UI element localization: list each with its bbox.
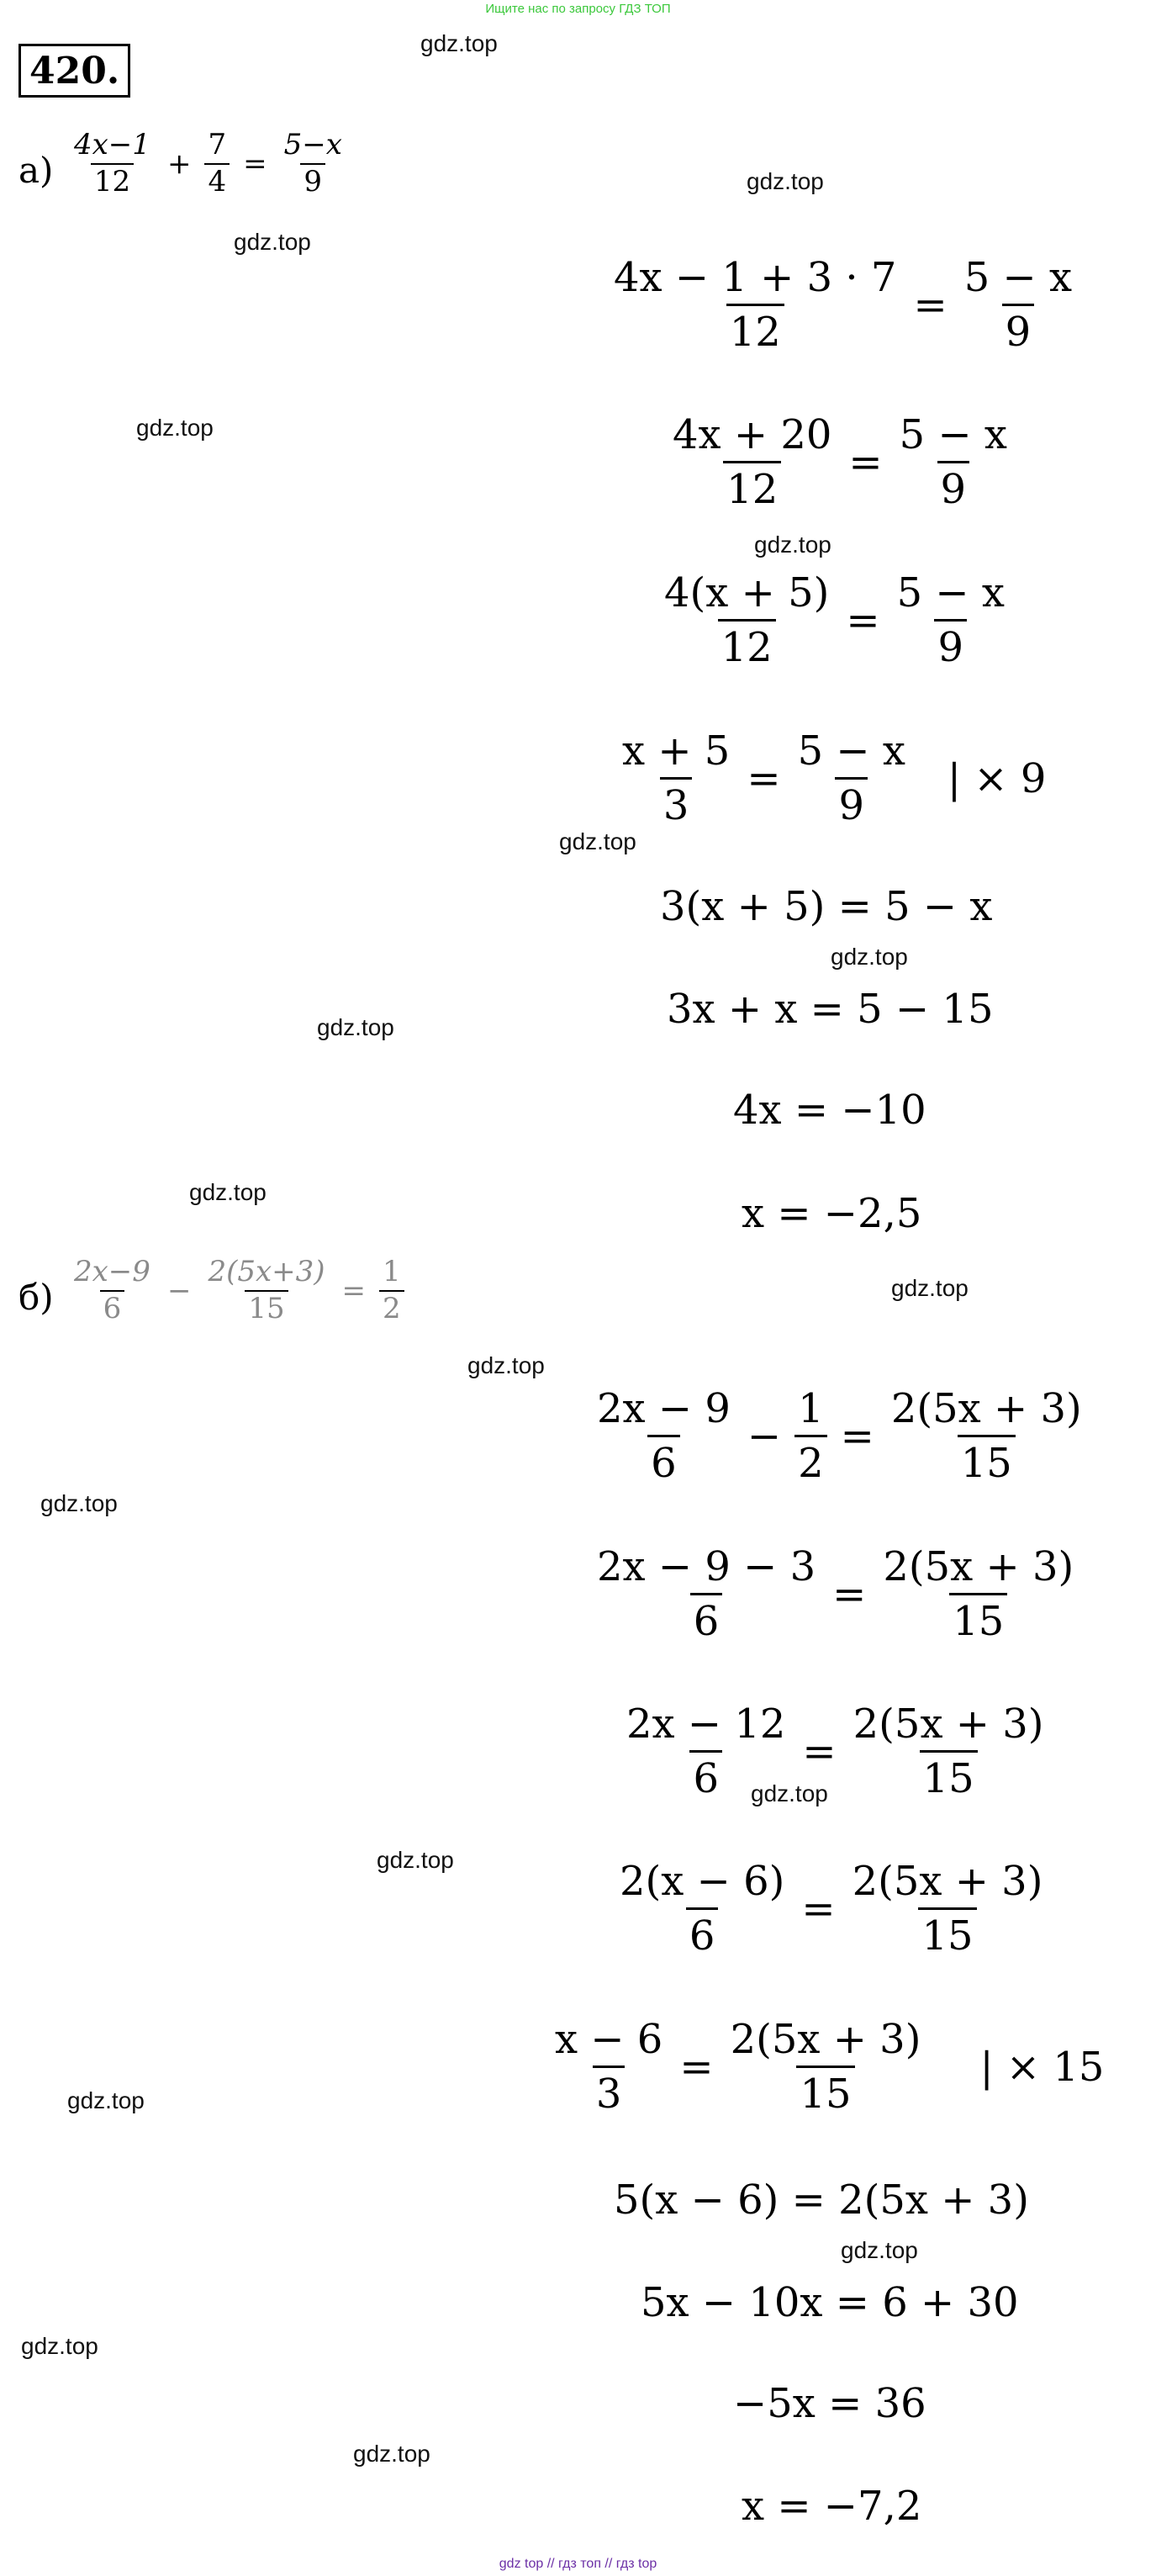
watermark: gdz.top (317, 1014, 394, 1040)
b-step5-num2: 2(5x + 3) (730, 2016, 921, 2063)
footer-watermark: gdz top // гдз топ // гдз top (499, 2557, 657, 2571)
b-step2-num1: 2x − 9 − 3 (597, 1543, 816, 1590)
a-step1-eq: = (913, 281, 947, 329)
a-step-3 (656, 569, 1013, 672)
a-step3-den1: 12 (718, 619, 776, 669)
watermark: gdz.top (754, 532, 831, 558)
a-step3-num1: 4(x + 5) (664, 569, 830, 616)
search-banner: Ищите нас по запросу ГДЗ ТОП (485, 2, 671, 16)
b-step5-num1: x − 6 (555, 2016, 663, 2063)
watermark: gdz.top (831, 944, 908, 970)
b-step1-den3: 15 (958, 1435, 1016, 1484)
a-problem-plus: + (166, 146, 192, 181)
b-step4-num1: 2(x − 6) (620, 1858, 785, 1905)
b-step3-num1: 2x − 12 (626, 1701, 786, 1748)
b-step2-den1: 6 (690, 1593, 723, 1642)
b-step3-den1: 6 (689, 1750, 722, 1800)
b-problem-num3: 1 (383, 1255, 401, 1288)
a-step1-den1: 12 (726, 304, 784, 353)
a-problem-den3: 9 (300, 163, 325, 198)
b-step-3 (618, 1703, 1053, 1801)
a-problem-equals: = (243, 146, 267, 181)
watermark: gdz.top (559, 828, 636, 854)
b-step-9: x = −7,2 (742, 2483, 922, 2530)
b-problem-num1: 2x−9 (74, 1255, 150, 1288)
part-b-problem (66, 1257, 409, 1324)
a-step-6: 3x + x = 5 − 15 (667, 986, 994, 1033)
b-step4-den2: 15 (918, 1907, 976, 1957)
a-problem-den1: 12 (91, 163, 134, 198)
watermark: gdz.top (67, 2087, 145, 2113)
b-step-2 (589, 1543, 1082, 1646)
b-step4-num2: 2(5x + 3) (852, 1858, 1043, 1905)
b-problem-den2: 15 (245, 1290, 288, 1325)
a-step3-den2: 9 (934, 619, 967, 669)
watermark: gdz.top (747, 168, 824, 194)
b-step5-den1: 3 (593, 2066, 626, 2115)
a-step4-num1: x + 5 (622, 727, 731, 775)
b-step1-num3: 2(5x + 3) (890, 1385, 1082, 1432)
b-step3-den2: 15 (920, 1750, 978, 1800)
b-step-5 (546, 2018, 1104, 2116)
b-problem-equals: = (341, 1273, 367, 1308)
a-problem-num1: 4x−1 (74, 128, 150, 161)
b-step5-eq: = (679, 2043, 714, 2091)
b-problem-num2: 2(5x+3) (208, 1255, 325, 1288)
b-problem-den3: 2 (379, 1290, 404, 1325)
watermark: gdz.top (353, 2441, 430, 2467)
b-step3-eq: = (802, 1727, 837, 1775)
a-step-8: x = −2,5 (742, 1190, 922, 1237)
a-step3-num2: 5 − x (896, 569, 1005, 616)
b-step2-eq: = (832, 1570, 867, 1618)
watermark: gdz.top (377, 1847, 454, 1873)
a-step4-den2: 9 (835, 777, 868, 827)
b-step2-num2: 2(5x + 3) (883, 1543, 1074, 1590)
b-step3-num2: 2(5x + 3) (852, 1701, 1044, 1748)
a-step4-num2: 5 − x (797, 727, 905, 775)
a-step-4 (614, 727, 1047, 830)
a-step2-num1: 4x + 20 (673, 411, 832, 458)
watermark: gdz.top (234, 229, 311, 255)
a-step4-eq: = (747, 754, 781, 802)
a-step3-eq: = (846, 596, 880, 644)
part-a-label: а) (18, 150, 54, 191)
a-step2-den1: 12 (723, 461, 781, 510)
part-b-label: б) (18, 1277, 54, 1318)
watermark: gdz.top (21, 2333, 98, 2359)
a-step4-multiplier: | × 9 (947, 754, 1047, 802)
a-step2-den2: 9 (937, 461, 970, 510)
b-problem-minus: − (166, 1273, 192, 1308)
a-problem-num3: 5−x (283, 128, 342, 161)
b-step1-num1: 2x − 9 (597, 1385, 731, 1432)
watermark: gdz.top (891, 1275, 969, 1301)
a-step4-den1: 3 (660, 777, 693, 827)
b-step1-minus: − (747, 1412, 782, 1460)
a-step1-num2: 5 − x (963, 254, 1073, 301)
watermark: gdz.top (751, 1780, 828, 1806)
b-step-8: −5x = 36 (733, 2380, 926, 2427)
b-step-7: 5x − 10x = 6 + 30 (641, 2279, 1019, 2326)
b-step1-eq: = (840, 1412, 874, 1460)
b-step-1 (589, 1385, 1090, 1488)
a-problem-den2: 4 (204, 163, 230, 198)
b-step5-multiplier: | × 15 (979, 2043, 1105, 2091)
watermark: gdz.top (841, 2237, 918, 2263)
watermark: gdz.top (420, 30, 498, 56)
a-step1-den2: 9 (1002, 304, 1035, 353)
b-step4-eq: = (801, 1885, 836, 1933)
a-step-7: 4x = −10 (733, 1087, 926, 1134)
b-step1-den2: 2 (794, 1435, 827, 1484)
problem-number: 420. (18, 44, 130, 98)
part-a-problem (66, 130, 351, 197)
b-step4-den1: 6 (686, 1907, 719, 1957)
a-step1-num1: 4x − 1 + 3 · 7 (614, 254, 897, 301)
a-step-2 (664, 411, 1016, 514)
b-step2-den2: 15 (949, 1593, 1007, 1642)
a-step2-eq: = (848, 438, 883, 486)
b-step1-num2: 1 (798, 1385, 824, 1432)
a-problem-num2: 7 (208, 128, 227, 161)
watermark: gdz.top (189, 1179, 267, 1205)
a-step-1 (605, 254, 1080, 357)
b-step-4 (611, 1860, 1051, 1958)
b-step-6: 5(x − 6) = 2(5x + 3) (614, 2177, 1029, 2224)
a-step2-num2: 5 − x (899, 411, 1007, 458)
b-problem-den1: 6 (100, 1290, 125, 1325)
watermark: gdz.top (40, 1490, 118, 1516)
watermark: gdz.top (136, 415, 214, 441)
b-step5-den2: 15 (796, 2066, 854, 2115)
watermark: gdz.top (467, 1352, 545, 1378)
b-step1-den1: 6 (647, 1435, 680, 1484)
a-step-5: 3(x + 5) = 5 − x (660, 883, 993, 930)
